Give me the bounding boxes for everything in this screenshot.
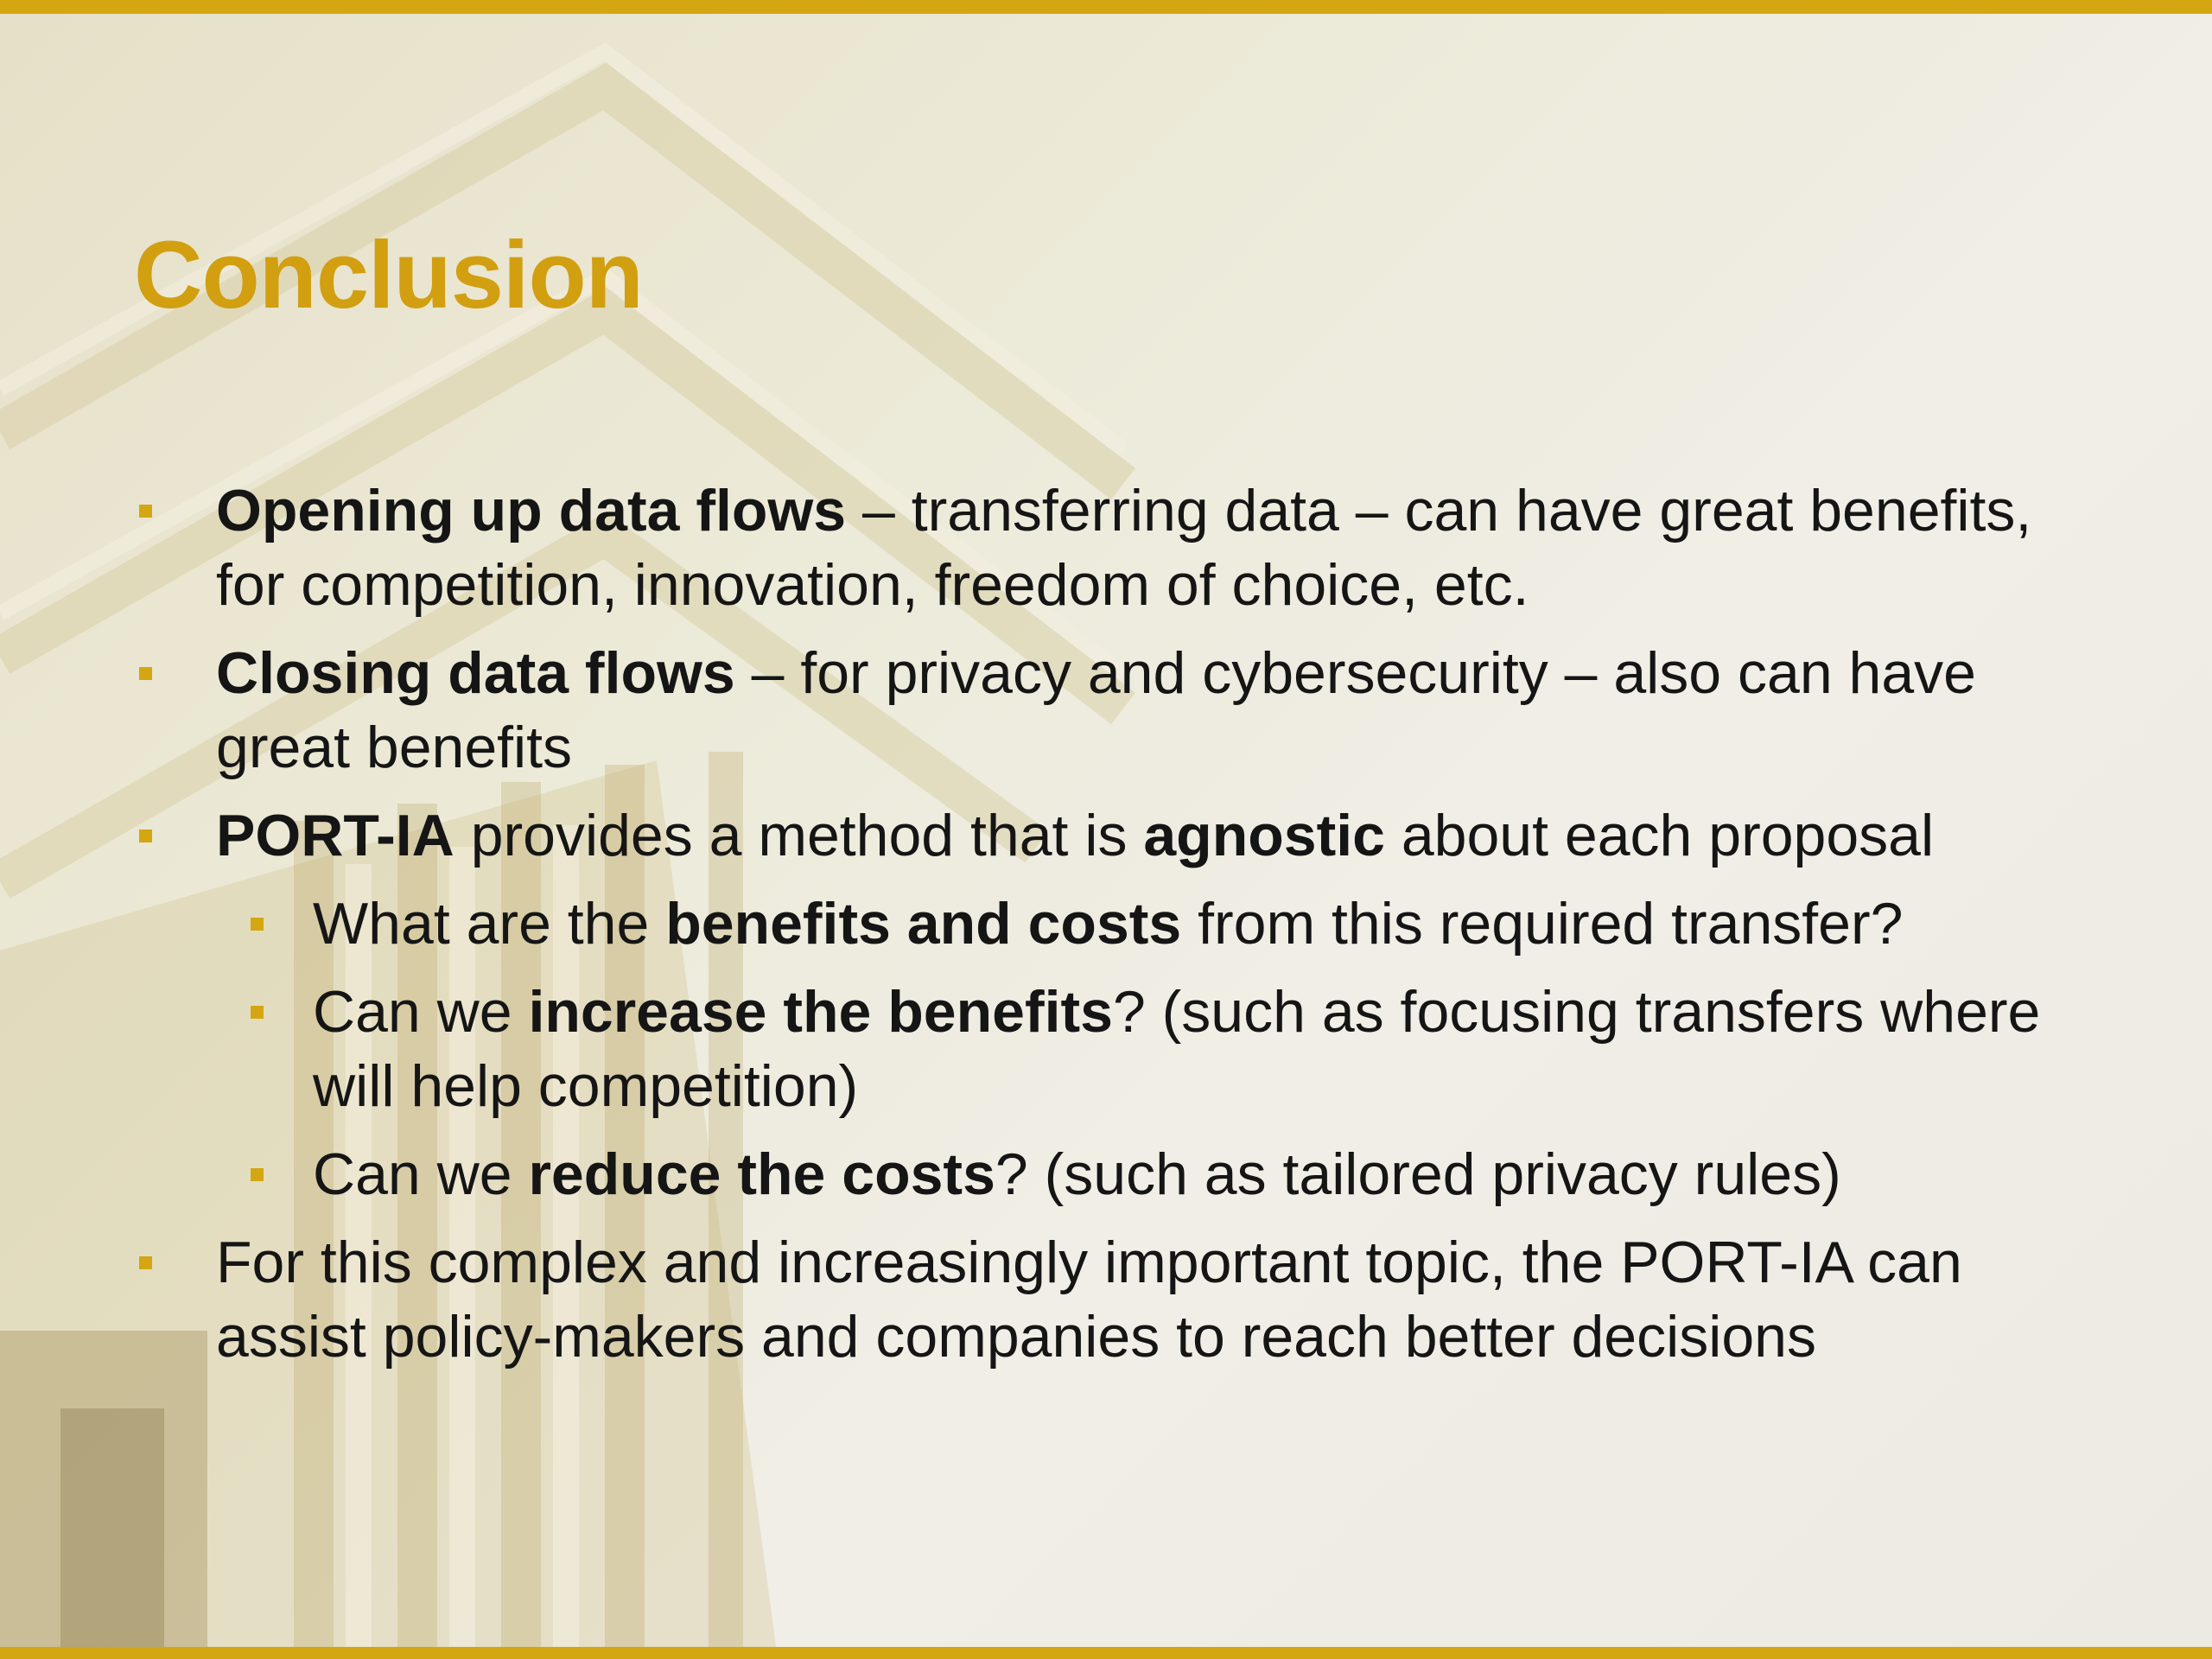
bottom-accent-bar bbox=[0, 1647, 2212, 1659]
bullet-bold-text: increase the benefits bbox=[528, 979, 1113, 1045]
bullet-text: Can we bbox=[313, 1141, 529, 1207]
bullet-bold-text: PORT-IA bbox=[216, 803, 454, 868]
bullet-marker bbox=[139, 1256, 152, 1269]
bullet-text: For this complex and increasingly important topic, the PORT-IA can assist policy-makers and companies to reach better decisions bbox=[216, 1230, 1962, 1370]
bullet-bold-text: Opening up data flows bbox=[216, 478, 847, 543]
bullet-item bbox=[0, 1225, 2091, 1374]
bullet-marker bbox=[139, 667, 152, 680]
top-accent-bar bbox=[0, 0, 2212, 14]
bullet-text: provides a method that is bbox=[454, 803, 1144, 868]
bullet-text: What are the bbox=[313, 891, 666, 957]
bullet-bold-text: benefits and costs bbox=[665, 891, 1182, 957]
bullet-item bbox=[0, 474, 2091, 622]
bullet-list bbox=[0, 474, 2212, 1388]
bullet-bold-text: reduce the costs bbox=[528, 1141, 995, 1207]
bullet-item bbox=[0, 636, 2091, 785]
bullet-marker bbox=[251, 1168, 264, 1181]
bullet-text: Can we bbox=[313, 979, 529, 1045]
bullet-text: ? (such as tailored privacy rules) bbox=[995, 1141, 1841, 1207]
bullet-marker bbox=[139, 830, 152, 842]
bullet-bold-text: Closing data flows bbox=[216, 640, 735, 706]
bullet-marker bbox=[139, 505, 152, 518]
sub-bullet-item bbox=[0, 1137, 2041, 1211]
bullet-marker bbox=[251, 918, 264, 931]
bullet-bold-text: agnostic bbox=[1143, 803, 1385, 868]
sub-bullet-item bbox=[0, 975, 2041, 1123]
slide-title: Conclusion bbox=[134, 222, 643, 328]
sub-bullet-item bbox=[0, 887, 2041, 961]
bullet-marker bbox=[251, 1006, 264, 1019]
bullet-text: about each proposal bbox=[1384, 803, 1935, 868]
bullet-text: – transferring data – can have great benefits, for competition, innovation, freedom of choice, etc. bbox=[216, 478, 2032, 618]
bullet-text: from this required transfer? bbox=[1181, 891, 1904, 957]
bullet-item bbox=[0, 798, 2091, 873]
bullet-text: ? (such as focusing transfers where will help competition) bbox=[313, 979, 2041, 1119]
bullet-text: – for privacy and cybersecurity – also can have great benefits bbox=[216, 640, 1976, 780]
